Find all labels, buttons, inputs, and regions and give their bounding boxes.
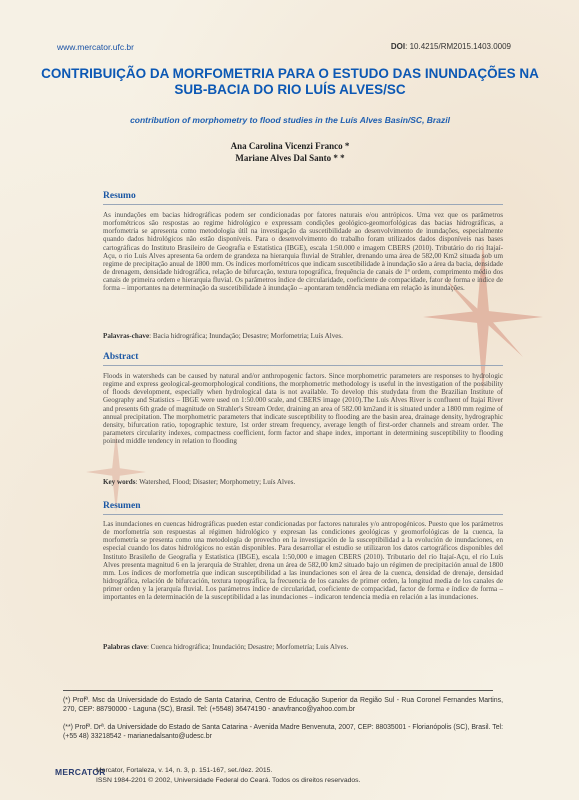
resumo-keywords-text: : Bacia hidrográfica; Inundação; Desastre; Morfometria; Luís Alves.	[149, 332, 343, 340]
article-title: CONTRIBUIÇÃO DA MORFOMETRIA PARA O ESTUDO DAS INUNDAÇÕES NA SUB-BACIA DO RIO LUÍS ALVES/SC	[41, 66, 539, 97]
abstract-rule	[103, 365, 503, 366]
article-subtitle: contribution of morphometry to flood studies in the Luís Alves Basin/SC, Brazil	[130, 115, 450, 125]
resumo-keywords	[103, 332, 503, 340]
resumo-heading: Resumo	[103, 191, 136, 201]
resumen-keywords	[103, 643, 503, 651]
journal-issn: ISSN 1984-2201 © 2002, Universidade Federal do Ceará. Todos os direitos reservados.	[96, 777, 361, 784]
doi	[391, 42, 511, 51]
doi-value: : 10.4215/RM2015.1403.0009	[405, 42, 511, 51]
resumen-heading: Resumen	[103, 501, 141, 511]
doi-label: DOI	[390, 42, 406, 51]
mercator-logo: MERCATOR	[55, 767, 106, 777]
abstract-keywords-text: : Watershed, Flood; Disaster; Morphometry; Luís Alves.	[135, 478, 296, 486]
resumen-keywords-text: : Cuenca hidrográfica; Inundación; Desastre; Morfometría; Luis Alves.	[146, 643, 349, 651]
resumen-text: Las inundaciones en cuencas hidrográficas pueden estar condicionadas por factores naturales y/o antropogénicos. Puesto que los parámetros de morfometría son respuestas al régimen hidrológico y expresan las condiciones geológicas y geomorfológicas de la cuenca, la morfometría se presenta como una metodología de provecho en la investigación de la susceptibilidad a la evolución de inundaciones, en especial cuando los datos hidrológicos no están disponibles. Para desarrollar el estudio se utilizaron los datos cartográficos disponibles del Instituto Brasileño de Geografía y Estatística (IBGE), escala 1:50,000 e imagen CBERS (2010). Tributario del río Itajaí-Açu, el río Luís Alves presenta magnitud 6 en la jerarquía de Strahler, drena un área de 582,00 km2 situado bajo un régimen de precipitación anual de 1800 mm. Los índices de morfometría que indican susceptibilidad a las inundaciones son el área de la cuenca, densidad de drenaje, densidad hidrográfica, relación de bifurcación, textura topográfica, la frecuencia de los canales de primer orden, la longitud media de los canales de primer orden y la jerarquía fluvial. Los parámetros índice de circularidad, coeficiente de compacidad, factor de forma e índice de forma – importantes en la determinación de la susceptibilidad a las inundaciones – indicaron tendencia media en relación a las inundaciones.	[103, 520, 503, 602]
abstract-keywords-label: Key words	[103, 478, 136, 486]
abstract-text: Floods in watersheds can be caused by natural and/or anthropogenic factors. Since morphometric parameters are responses to hydrologic regime and express geological-geomorphological conditions, the morphometric methodology is useful in the investigation of the possibility of floods development, especially when hydrological data is not available. To develop this studydata from the Brazilian Institute of Geography and Statistics – IBGE were used on 1:50.000 scale, and CBERS image (2010).The Luís Alves River is confluent of Itajaí River and presents 6th grade of magnitude on Strahler's Stream Order, draining an area of 582.00 km2and it is situated under a 1800 mm regime of annual precipitation. The morphometric parameters that indicate susceptibility to flooding are the basin area, drainage density, hydrographic density, bifurcation ratio, topographic texture, 1st order stream frequency, average length of first-order channels and stream order. The parameters circularity indexes, compactness coefficient, form factor and shape index, important in determining susceptibility to flooding pointed middle tendency in relation to flooding	[103, 372, 503, 446]
footnote-rule	[63, 690, 493, 691]
journal-citation: Mercator, Fortaleza, v. 14, n. 3, p. 151-167, set./dez. 2015.	[96, 767, 273, 774]
resumo-text: As inundações em bacias hidrográficas podem ser condicionadas por fatores naturais e/ou antrópicos. Uma vez que os parâmetros morfométricos são respostas ao regime hidrológico e expressam condições geológico-geomorfológicas das bacias hidrográficas, a morfometria se apresenta como metodologia útil na investigação da suscetibilidade ao desenvolvimento de inundações, especialmente quando dados hidrológicos não estão disponíveis. Para o desenvolvimento do trabalho foram utilizados dados disponíveis nas bases cartográficas do Instituto Brasileiro de Geografia e Estatística (IBGE), escala 1:50.000 e imagem CBERS (2010). Tributário do rio Itajaí-Açu, o rio Luís Alves apresenta 6a ordem de grandeza na hierarquia fluvial de Strahler, drenando uma área de 582,00 Km2 situada sob um regime de precipitação anual de 1800 mm. Os índices morfométricos que indicam suscetibilidade à inundação são a área da bacia, densidade de drenagem, densidade hidrográfica, relação de bifurcação, textura topográfica, frequência de canais de 1ª ordem, comprimento médio dos canais de primeira ordem e hierarquia fluvial. Os parâmetros índice de circularidade, coeficiente de compacidade, fator de forma e índice de forma – importantes na determinação da suscetibilidade à inundação – apontaram tendência mediana em relação às inundações.	[103, 211, 503, 293]
resumen-keywords-label: Palabras clave	[103, 643, 147, 651]
resumo-keywords-label: Palavras-chave	[103, 332, 150, 340]
author-2: Mariane Alves Dal Santo * *	[235, 152, 345, 163]
resumen-rule	[103, 514, 503, 515]
abstract-heading: Abstract	[103, 352, 139, 362]
author-1: Ana Carolina Vicenzi Franco *	[230, 141, 350, 151]
site-link[interactable]: www.mercator.ufc.br	[57, 42, 134, 52]
footnote-1: (*) Profª. Msc da Universidade do Estado de Santa Catarina, Centro de Educação Superior da Região Sul - Rua Coronel Fernandes Martins, 270, CEP: 88790000 - Laguna (SC), Brasil. Tel: (+5548) 36474190 - anavfranco@yahoo.com.br	[63, 697, 503, 713]
resumo-rule	[103, 204, 503, 205]
footnote-2: (**) Profª. Drª. da Universidade do Estado de Santa Catarina - Avenida Madre Benvenuta, 2007, CEP: 88035001 - Florianópolis (SC), Brasil. Tel: (+55 48) 33218542 - marianedalsanto@udesc.br	[63, 724, 503, 740]
abstract-keywords	[103, 478, 503, 486]
authors	[40, 141, 540, 164]
